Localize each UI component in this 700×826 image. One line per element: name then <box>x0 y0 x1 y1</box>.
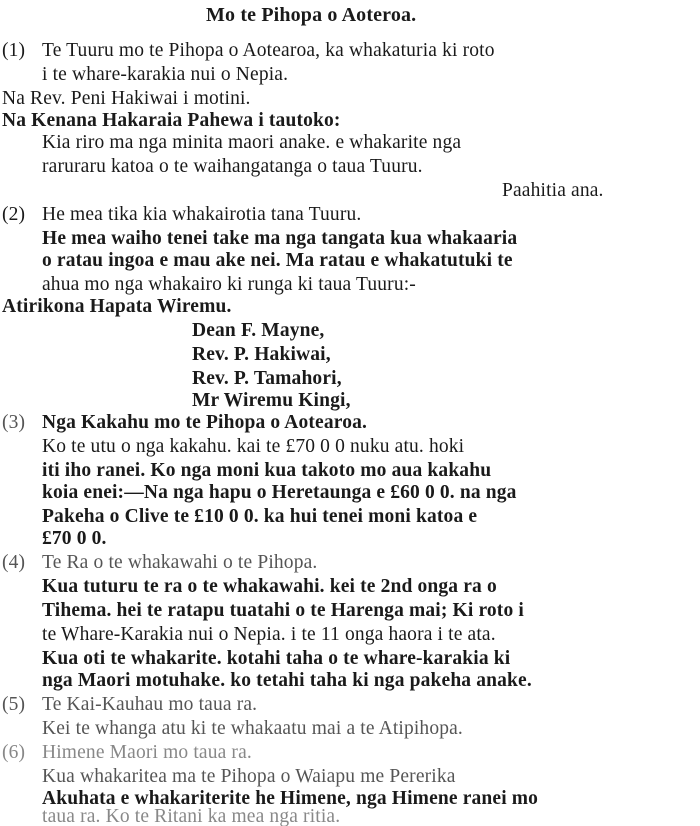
text-line <box>2 694 257 716</box>
line-text: Himene Maori mo taua ra. <box>42 742 252 763</box>
line-text: Kua tuturu te ra o te whakawahi. kei te 2nd onga ra o <box>42 576 497 597</box>
line-text: Rev. P. Hakiwai, <box>192 344 331 365</box>
text-line <box>42 600 524 622</box>
line-text: He mea tika kia whakairotia tana Tuuru. <box>42 204 362 225</box>
text-line <box>42 132 461 154</box>
text-line <box>42 806 340 826</box>
text-line <box>2 412 367 434</box>
text-line <box>192 344 331 366</box>
line-text: koia enei:—Na nga hapu o Heretaunga e £60 0 0. na nga <box>42 482 517 503</box>
line-text: iti iho ranei. Ko nga moni kua takoto mo aua kakahu <box>42 460 492 481</box>
line-text: Te Ra o te whakawahi o te Pihopa. <box>42 552 318 573</box>
text-line <box>42 482 517 504</box>
document-title: Mo te Pihopa o Aoteroa. <box>206 4 417 26</box>
line-text: Mr Wiremu Kingi, <box>192 390 351 411</box>
line-text: Ko te utu o nga kakahu. kai te £70 0 0 nuku atu. hoki <box>42 436 465 457</box>
item-number: (6) <box>2 742 26 763</box>
line-text: nga Maori motuhake. ko tetahi taha ki nga pakeha anake. <box>42 670 532 691</box>
text-line <box>192 320 324 342</box>
line-text: Te Kai-Kauhau mo taua ra. <box>42 694 258 715</box>
line-text: Akuhata e whakariterite he Himene, nga Himene ranei mo <box>42 788 539 809</box>
text-line <box>42 460 491 482</box>
line-text: Kua oti te whakarite. kotahi taha o te whare-karakia ki <box>42 648 511 669</box>
line-text: o ratau ingoa e mau ake nei. Ma ratau e whakatutuki te <box>42 250 513 271</box>
text-line <box>2 110 341 132</box>
text-line <box>2 40 495 62</box>
line-text: i te whare-karakia nui o Nepia. <box>42 64 289 85</box>
line-text: Paahitia ana. <box>502 180 604 201</box>
text-line <box>2 552 317 574</box>
item-number: (1) <box>2 40 26 61</box>
item-number: (4) <box>2 552 26 573</box>
line-text: Pakeha o Clive te £10 0 0. ka hui tenei moni katoa e <box>42 506 478 527</box>
line-text: ahua mo nga whakairo ki runga ki taua Tuuru:- <box>42 274 416 295</box>
text-line <box>42 624 496 646</box>
line-text: Na Kenana Hakaraia Pahewa i tautoko: <box>2 110 341 131</box>
text-line <box>192 368 342 390</box>
text-line <box>42 64 288 86</box>
line-text: Nga Kakahu mo te Pihopa o Aotearoa. <box>42 412 368 433</box>
text-line <box>502 180 604 202</box>
line-text: Dean F. Mayne, <box>192 320 325 341</box>
line-text: Kia riro ma nga minita maori anake. e whakarite nga <box>42 132 462 153</box>
text-line <box>2 88 251 110</box>
line-text: Atirikona Hapata Wiremu. <box>2 296 232 317</box>
text-line <box>42 250 513 272</box>
line-text: Rev. P. Tamahori, <box>192 368 342 389</box>
text-line <box>42 648 510 670</box>
text-line <box>42 506 477 528</box>
line-text: Te Tuuru mo te Pihopa o Aotearoa, ka whakaturia ki roto <box>42 40 495 61</box>
text-line <box>42 670 532 692</box>
line-text: He mea waiho tenei take ma nga tangata kua whakaaria <box>42 228 518 249</box>
text-line <box>192 390 351 412</box>
line-text: £70 0 0. <box>42 528 107 549</box>
item-number: (2) <box>2 204 26 225</box>
text-line <box>2 742 252 764</box>
line-text: Na Rev. Peni Hakiwai i motini. <box>2 88 251 109</box>
line-text: taua ra. Ko te Ritani ka mea nga ritia. <box>42 806 341 826</box>
text-line <box>42 718 463 740</box>
text-line <box>42 274 416 296</box>
text-line <box>42 576 497 598</box>
text-line <box>42 766 456 788</box>
line-text: te Whare-Karakia nui o Nepia. i te 11 onga haora i te ata. <box>42 624 496 645</box>
text-line <box>42 528 107 550</box>
line-text: Kua whakaritea ma te Pihopa o Waiapu me Pererika <box>42 766 456 787</box>
line-text: Kei te whanga atu ki te whakaatu mai a te Atipihopa. <box>42 718 463 739</box>
item-number: (3) <box>2 412 26 433</box>
text-line <box>2 204 361 226</box>
line-text: raruraru katoa o te waihangatanga o taua Tuuru. <box>42 156 423 177</box>
item-number: (5) <box>2 694 26 715</box>
text-line <box>42 436 464 458</box>
text-line <box>42 228 517 250</box>
line-text: Tihema. hei te ratapu tuatahi o te Harenga mai; Ki roto i <box>42 600 524 621</box>
text-line <box>2 296 232 318</box>
text-line <box>42 156 423 178</box>
